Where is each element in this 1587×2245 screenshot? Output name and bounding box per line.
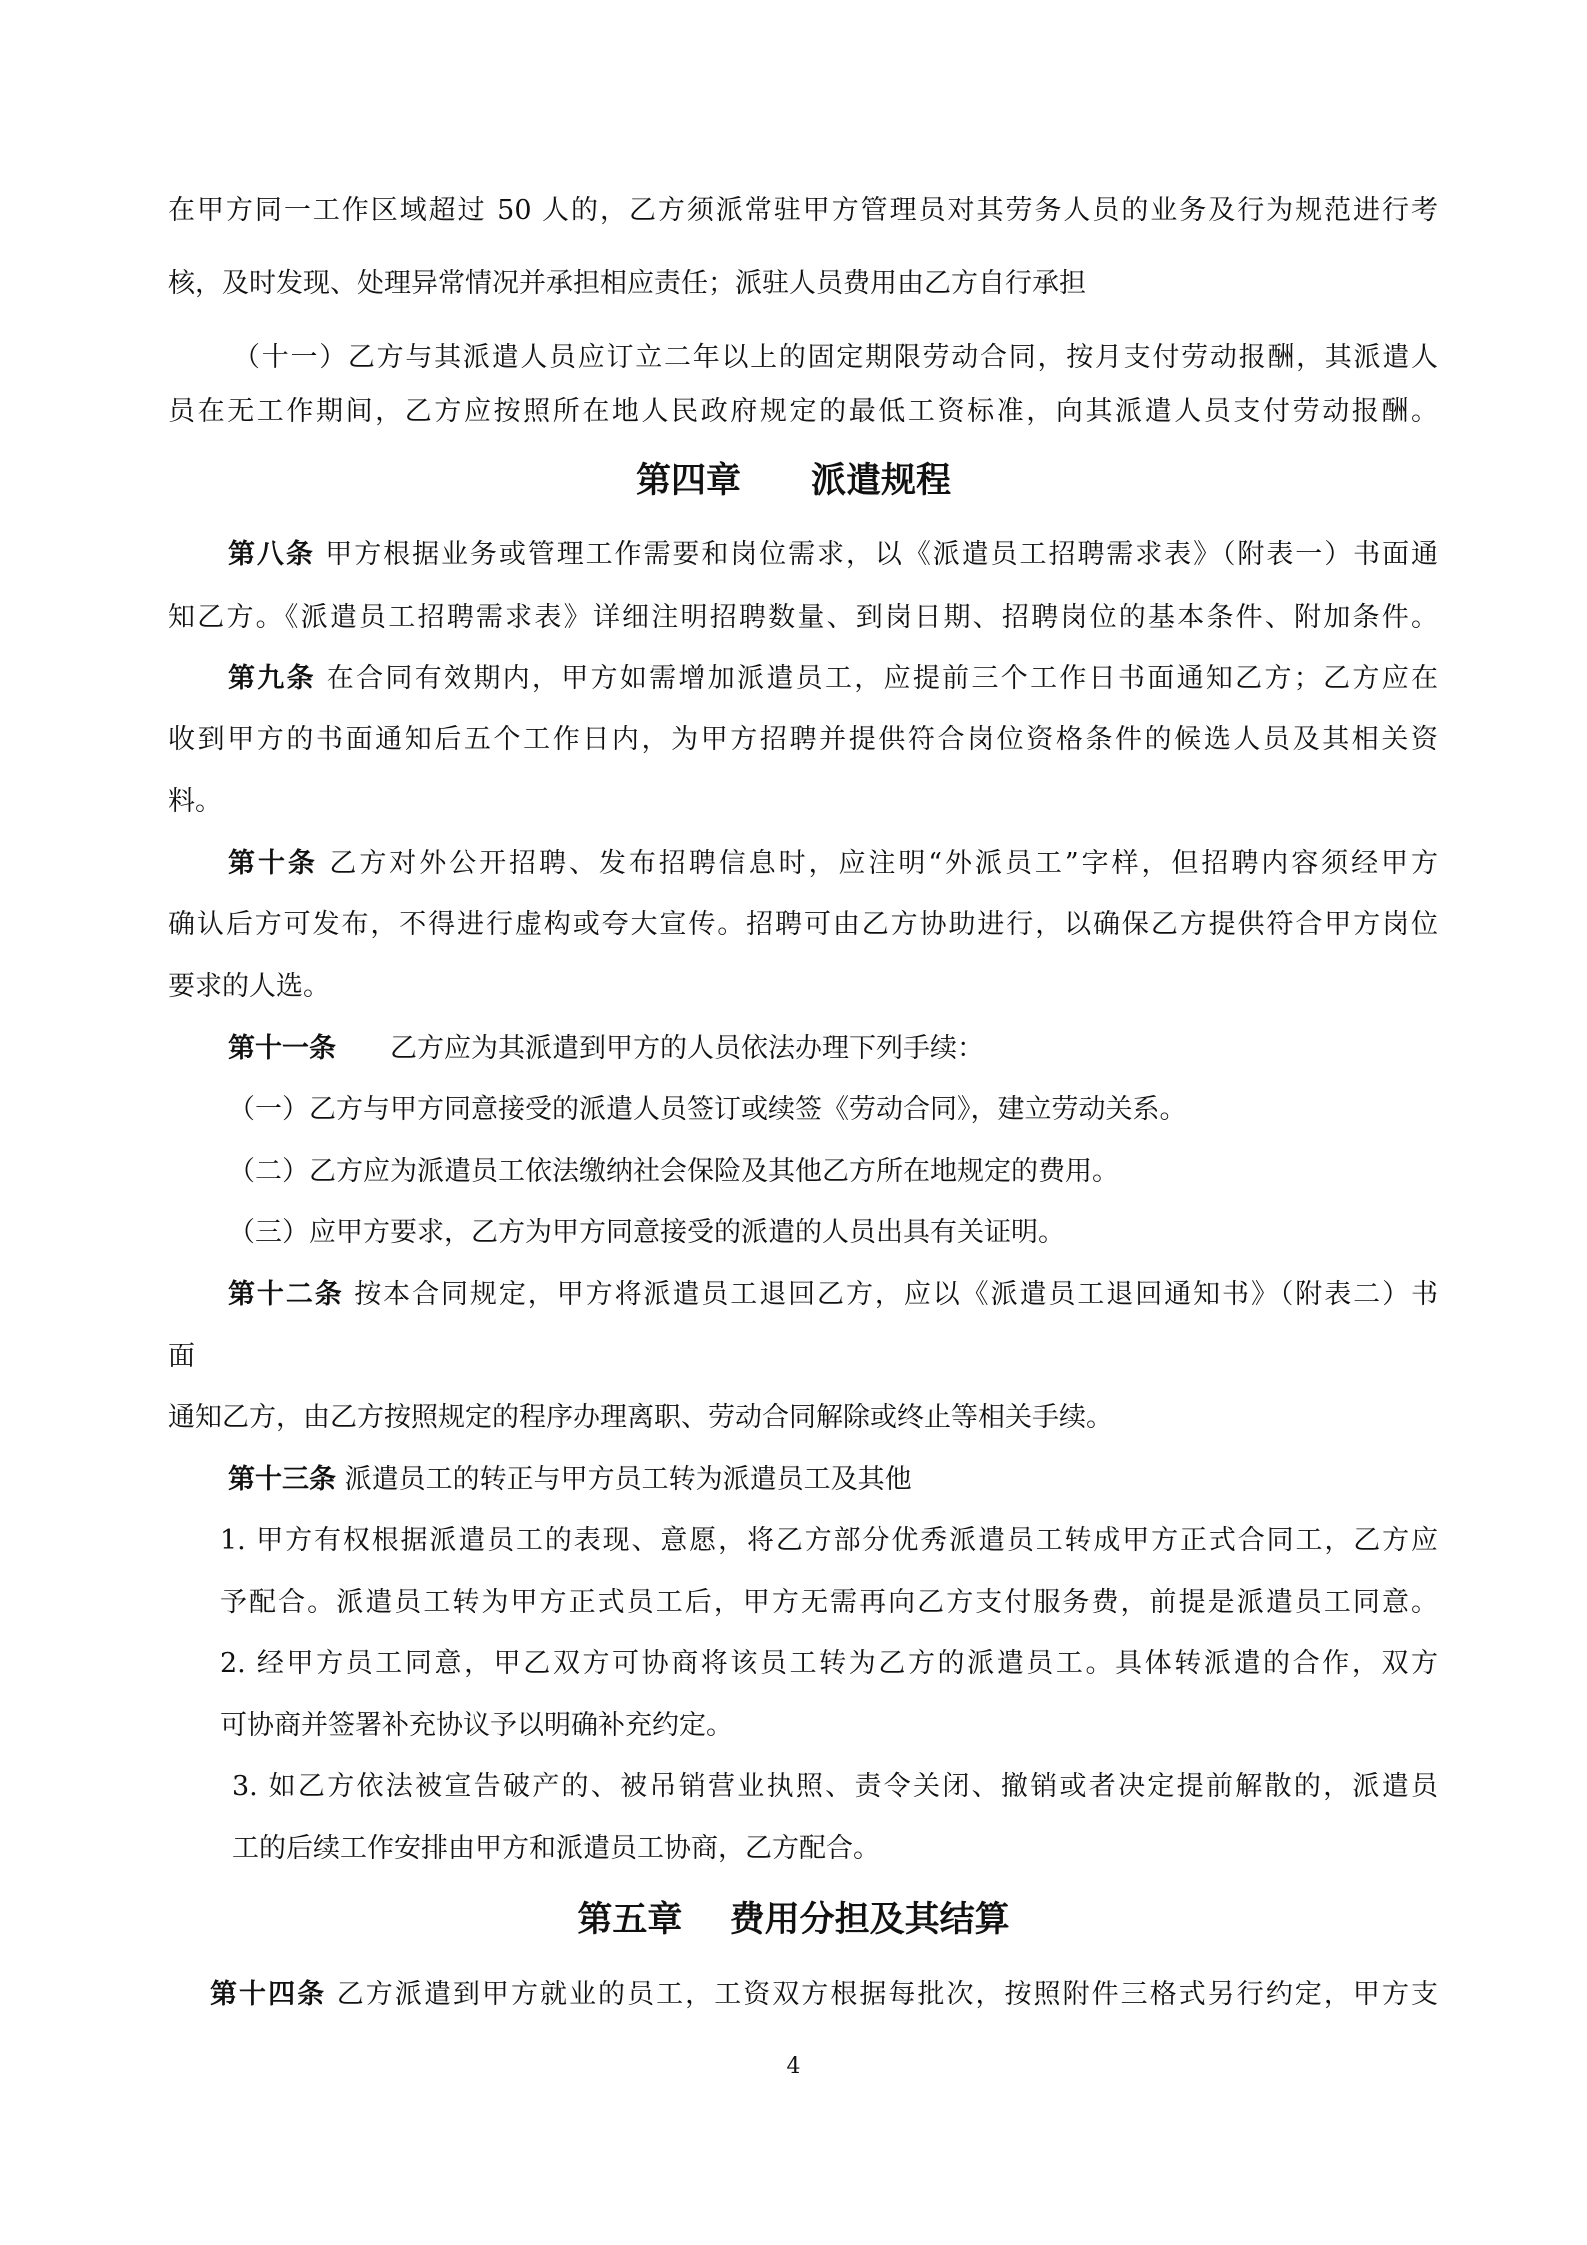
body-line: 通知乙方，由乙方按照规定的程序办理离职、劳动合同解除或终止等相关手续。 — [168, 1402, 1113, 1433]
article-line — [228, 846, 1438, 882]
body-line: （十一）乙方与其派遣人员应订立二年以上的固定期限劳动合同，按月支付劳动报酬，其派遣人 — [233, 342, 1438, 373]
body-line: 知乙方。《派遣员工招聘需求表》详细注明招聘数量、到岗日期、招聘岗位的基本条件、附加条件。 — [168, 602, 1438, 633]
list-line: 可协商并签署补充协议予以明确补充约定。 — [220, 1710, 733, 1741]
page-number: 4 — [786, 2054, 801, 2079]
article-number: 第十四条 — [210, 1979, 327, 2010]
list-line: 3. 如乙方依法被宣告破产的、被吊销营业执照、责令关闭、撤销或者决定提前解散的，派遣员 — [232, 1771, 1438, 1802]
body-line: 核，及时发现、处理异常情况并承担相应责任；派驻人员费用由乙方自行承担 — [168, 268, 1086, 299]
article-text: 在合同有效期内，甲方如需增加派遣员工，应提前三个工作日书面通知乙方；乙方应在 — [315, 663, 1439, 694]
body-line: 在甲方同一工作区域超过 50 人的，乙方须派常驻甲方管理员对其劳务人员的业务及行为规范进行考 — [168, 195, 1438, 226]
article-number: 第十二条 — [228, 1279, 344, 1310]
body-line: 面 — [168, 1341, 195, 1372]
body-line: （二）乙方应为派遣员工依法缴纳社会保险及其他乙方所在地规定的费用。 — [228, 1156, 1119, 1187]
article-text: 乙方派遣到甲方就业的员工，工资双方根据每批次，按照附件三格式另行约定，甲方支 — [326, 1979, 1438, 2010]
list-line: 予配合。派遣员工转为甲方正式员工后，甲方无需再向乙方支付服务费，前提是派遣员工同意。 — [220, 1587, 1438, 1618]
body-line: 员在无工作期间，乙方应按照所在地人民政府规定的最低工资标准，向其派遣人员支付劳动报酬。 — [168, 396, 1438, 427]
article-line — [228, 661, 1438, 697]
list-line: 1. 甲方有权根据派遣员工的表现、意愿，将乙方部分优秀派遣员工转成甲方正式合同工，乙方应 — [220, 1525, 1438, 1556]
article-line — [210, 1977, 1438, 2013]
article-text: 甲方根据业务或管理工作需要和岗位需求，以《派遣员工招聘需求表》（附表一）书面通 — [314, 539, 1438, 570]
chapter-heading: 第四章 派遣规程 — [635, 460, 951, 501]
article-line — [228, 1031, 984, 1067]
list-line: 2. 经甲方员工同意，甲乙双方可协商将该员工转为乙方的派遣员工。具体转派遣的合作，双方 — [220, 1648, 1438, 1679]
article-number: 第十三条 — [228, 1464, 336, 1495]
body-line: 料。 — [168, 786, 222, 817]
article-line — [228, 1277, 1438, 1313]
article-text: 乙方对外公开招聘、发布招聘信息时，应注明“外派员工”字样，但招聘内容须经甲方 — [317, 848, 1439, 879]
body-line: （三）应甲方要求，乙方为甲方同意接受的派遣的人员出具有关证明。 — [228, 1217, 1065, 1248]
article-text: 派遣员工的转正与甲方员工转为派遣员工及其他 — [336, 1464, 912, 1495]
article-number: 第十一条 — [228, 1033, 336, 1064]
body-line: 要求的人选。 — [168, 971, 330, 1002]
article-text: 乙方应为其派遣到甲方的人员依法办理下列手续： — [336, 1033, 984, 1064]
chapter-heading: 第五章 费用分担及其结算 — [577, 1899, 1010, 1940]
article-number: 第九条 — [228, 663, 316, 694]
article-line — [228, 1462, 912, 1498]
article-line — [228, 537, 1438, 573]
article-number: 第八条 — [228, 539, 315, 570]
list-line: 工的后续工作安排由甲方和派遣员工协商，乙方配合。 — [232, 1833, 880, 1864]
body-line: （一）乙方与甲方同意接受的派遣人员签订或续签《劳动合同》，建立劳动关系。 — [228, 1094, 1187, 1125]
article-text: 按本合同规定，甲方将派遣员工退回乙方，应以《派遣员工退回通知书》（附表二）书 — [343, 1279, 1439, 1310]
body-line: 确认后方可发布，不得进行虚构或夸大宣传。招聘可由乙方协助进行，以确保乙方提供符合甲方岗位 — [168, 909, 1438, 940]
body-line: 收到甲方的书面通知后五个工作日内，为甲方招聘并提供符合岗位资格条件的候选人员及其相关资 — [168, 724, 1438, 755]
article-number: 第十条 — [228, 848, 318, 879]
